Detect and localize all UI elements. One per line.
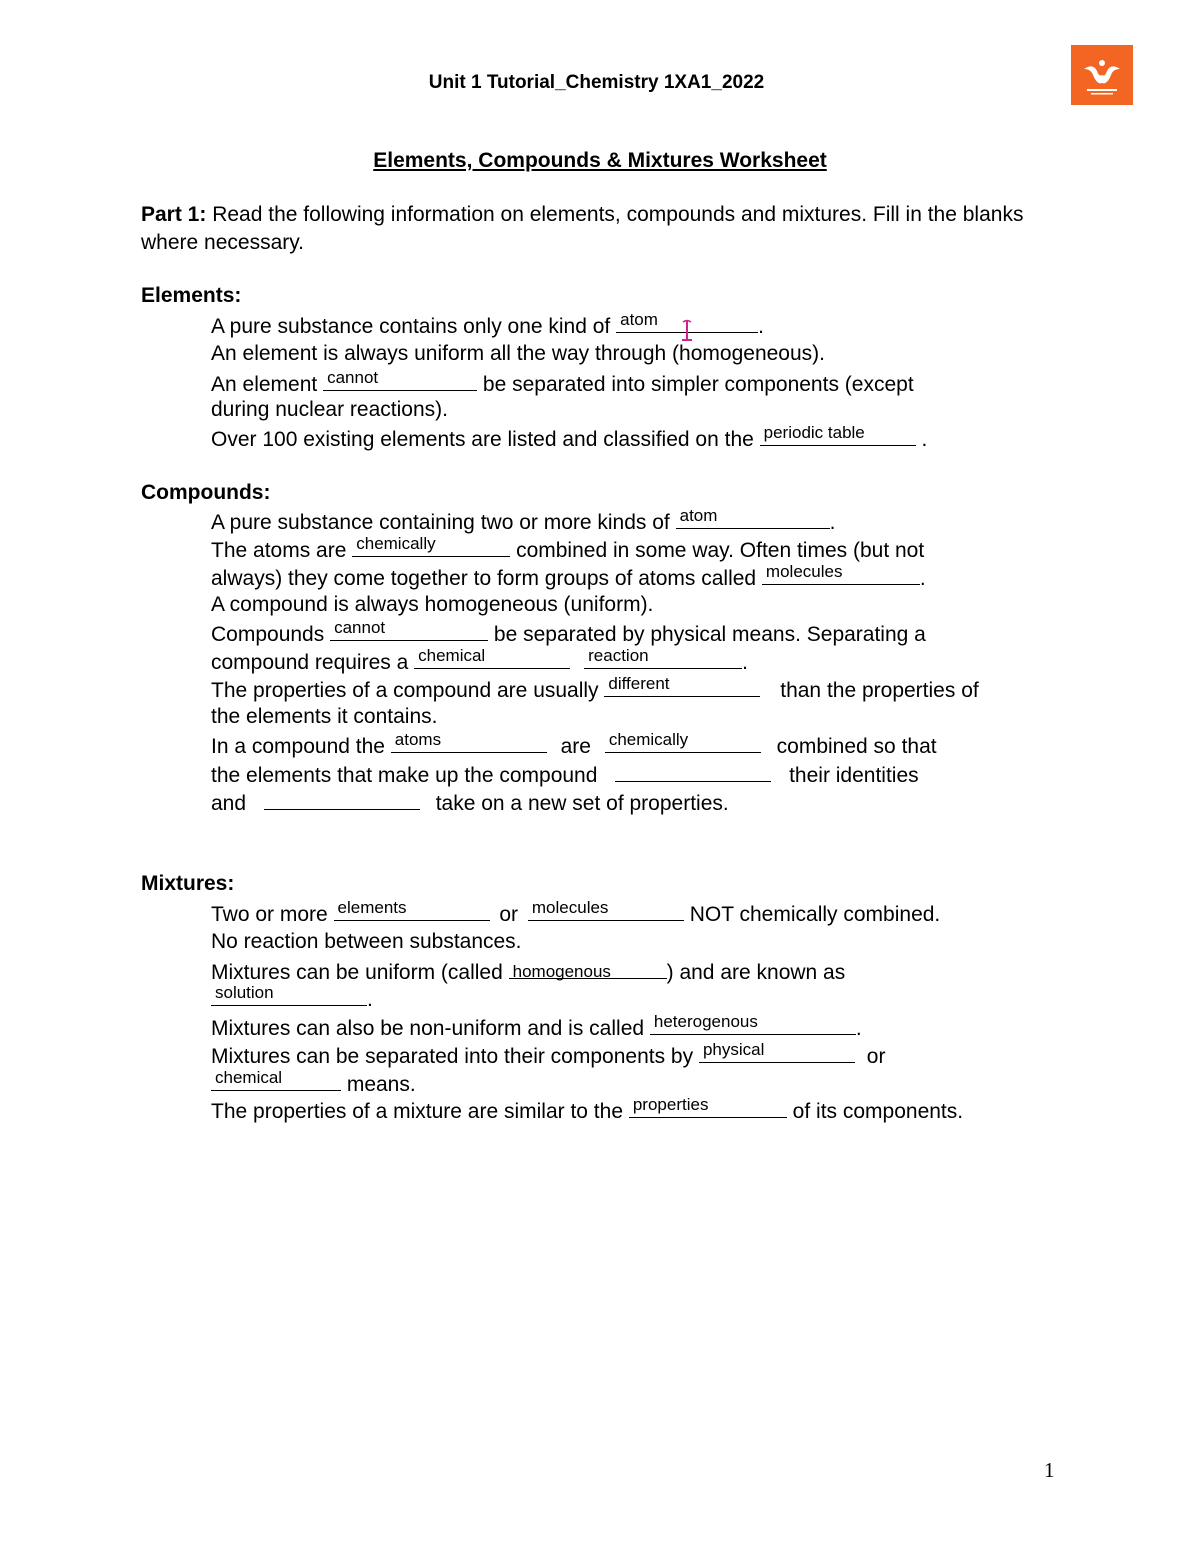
compounds-line-1 bbox=[211, 506, 836, 535]
answer-blank[interactable] bbox=[650, 1012, 856, 1035]
text: Mixtures can be uniform (called bbox=[211, 961, 509, 984]
text: The atoms are bbox=[211, 539, 353, 562]
answer-blank[interactable] bbox=[509, 959, 667, 979]
elements-line-2: An element is always uniform all the way through (homogeneous). bbox=[211, 342, 825, 365]
text: than the properties of bbox=[774, 679, 979, 702]
mixtures-line-2: No reaction between substances. bbox=[211, 930, 522, 953]
text: . bbox=[829, 511, 836, 534]
text: combined so that bbox=[770, 735, 937, 758]
text: Mixtures can also be non-uniform and is called bbox=[211, 1017, 650, 1040]
mixtures-line-3b bbox=[211, 983, 373, 1012]
text: compound requires a bbox=[211, 651, 415, 674]
compounds-line-4 bbox=[211, 618, 926, 647]
intro-paragraph bbox=[141, 201, 1041, 257]
answer-text: elements bbox=[337, 898, 407, 917]
answer-blank[interactable] bbox=[584, 646, 742, 669]
page-header: Unit 1 Tutorial_Chemistry 1XA1_2022 bbox=[428, 72, 765, 93]
answer-blank[interactable] bbox=[323, 368, 477, 391]
text: The properties of a compound are usually bbox=[211, 679, 605, 702]
text: ) and are known as bbox=[666, 961, 846, 984]
answer-blank[interactable] bbox=[391, 730, 547, 753]
answer-blank[interactable] bbox=[676, 506, 830, 529]
mixtures-line-6 bbox=[211, 1095, 964, 1124]
text: An element bbox=[211, 373, 324, 396]
compounds-line-6c bbox=[211, 790, 729, 816]
answer-text: reaction bbox=[588, 646, 649, 665]
page-number: 1 bbox=[1044, 1458, 1055, 1482]
answer-blank[interactable] bbox=[211, 983, 367, 1006]
answer-blank[interactable] bbox=[605, 730, 761, 753]
mixtures-line-5b bbox=[211, 1068, 416, 1097]
answer-text: chemically bbox=[356, 534, 436, 553]
compounds-line-3: A compound is always homogeneous (uniform). bbox=[211, 593, 654, 616]
text: . bbox=[758, 315, 764, 338]
text: means. bbox=[341, 1073, 416, 1096]
text: of its components. bbox=[786, 1100, 964, 1123]
text: The properties of a mixture are similar to the bbox=[211, 1100, 629, 1123]
answer-text: molecules bbox=[531, 898, 609, 917]
text: or bbox=[493, 903, 524, 926]
elements-line-3b: during nuclear reactions). bbox=[211, 398, 448, 421]
text: combined in some way. Often times (but not bbox=[510, 539, 925, 562]
answer-text: chemically bbox=[608, 730, 689, 749]
text: are bbox=[554, 735, 597, 758]
text: Mixtures can be separated into their components by bbox=[211, 1045, 699, 1068]
text: their identities bbox=[783, 764, 919, 787]
compounds-line-6 bbox=[211, 730, 937, 759]
mixtures-heading: Mixtures: bbox=[141, 872, 235, 895]
text: and bbox=[211, 792, 252, 815]
compounds-line-2 bbox=[211, 534, 925, 563]
text: . bbox=[915, 428, 928, 451]
answer-blank[interactable] bbox=[699, 1040, 855, 1063]
answer-blank[interactable] bbox=[211, 1068, 341, 1091]
answer-blank[interactable] bbox=[760, 423, 916, 446]
text: . bbox=[742, 651, 748, 674]
university-logo bbox=[1071, 45, 1133, 105]
intro-text: Read the following information on elements, compounds and mixtures. Fill in the blanks where necessary. bbox=[141, 203, 1024, 254]
mixtures-line-1 bbox=[211, 898, 941, 927]
compounds-line-4b bbox=[211, 646, 748, 675]
answer-text: properties bbox=[632, 1095, 709, 1114]
answer-text: physical bbox=[702, 1040, 765, 1059]
text: NOT chemically combined. bbox=[683, 903, 941, 926]
compounds-heading: Compounds: bbox=[141, 481, 271, 504]
text: Over 100 existing elements are listed and classified on the bbox=[211, 428, 760, 451]
mixtures-line-4 bbox=[211, 1012, 862, 1041]
answer-text: solution bbox=[215, 983, 274, 1002]
worksheet-title: Elements, Compounds & Mixtures Worksheet bbox=[373, 149, 827, 172]
compounds-line-6b bbox=[211, 762, 919, 788]
answer-blank[interactable] bbox=[762, 562, 920, 585]
compounds-line-5 bbox=[211, 674, 979, 703]
text: . bbox=[919, 567, 926, 590]
text: A pure substance containing two or more kinds of bbox=[211, 511, 676, 534]
text: . bbox=[855, 1017, 862, 1040]
text-cursor-icon bbox=[680, 318, 694, 344]
answer-text: periodic table bbox=[763, 423, 865, 442]
answer-text: homogenous bbox=[512, 962, 611, 981]
compounds-line-5b: the elements it contains. bbox=[211, 705, 438, 728]
answer-text: cannot bbox=[327, 368, 379, 387]
answer-text: molecules bbox=[765, 562, 843, 581]
elements-line-4 bbox=[211, 423, 928, 452]
answer-blank[interactable] bbox=[264, 790, 420, 810]
answer-text: atoms bbox=[394, 730, 442, 749]
answer-blank[interactable] bbox=[604, 674, 760, 697]
text: Two or more bbox=[211, 903, 334, 926]
text: . bbox=[367, 988, 373, 1011]
elements-heading: Elements: bbox=[141, 284, 242, 307]
answer-blank[interactable] bbox=[330, 618, 488, 641]
text: take on a new set of properties. bbox=[429, 792, 729, 815]
answer-text: chemical bbox=[215, 1068, 283, 1087]
text: always) they come together to form groups of atoms called bbox=[211, 567, 762, 590]
answer-blank[interactable] bbox=[414, 646, 570, 669]
answer-blank[interactable] bbox=[352, 534, 510, 557]
answer-text: heterogenous bbox=[653, 1012, 758, 1031]
answer-text: atom bbox=[620, 310, 658, 329]
part-label: Part 1: bbox=[141, 203, 207, 226]
text: the elements that make up the compound bbox=[211, 764, 604, 787]
answer-text: chemical bbox=[418, 646, 486, 665]
compounds-line-2b bbox=[211, 562, 926, 591]
text: Compounds bbox=[211, 623, 331, 646]
text: or bbox=[860, 1045, 886, 1068]
answer-text: atom bbox=[679, 506, 718, 525]
answer-text: different bbox=[608, 674, 670, 693]
elements-line-3 bbox=[211, 368, 914, 397]
mixtures-line-5 bbox=[211, 1040, 886, 1069]
answer-blank[interactable] bbox=[334, 898, 490, 921]
text: In a compound the bbox=[211, 735, 391, 758]
text: be separated into simpler components (except bbox=[477, 373, 914, 396]
mixtures-line-3 bbox=[211, 959, 845, 985]
text: A pure substance contains only one kind of bbox=[211, 315, 617, 338]
text: be separated by physical means. Separating a bbox=[488, 623, 926, 646]
answer-text: cannot bbox=[334, 618, 386, 637]
answer-blank[interactable] bbox=[615, 762, 771, 782]
answer-blank[interactable] bbox=[528, 898, 684, 921]
answer-blank[interactable] bbox=[629, 1095, 787, 1118]
